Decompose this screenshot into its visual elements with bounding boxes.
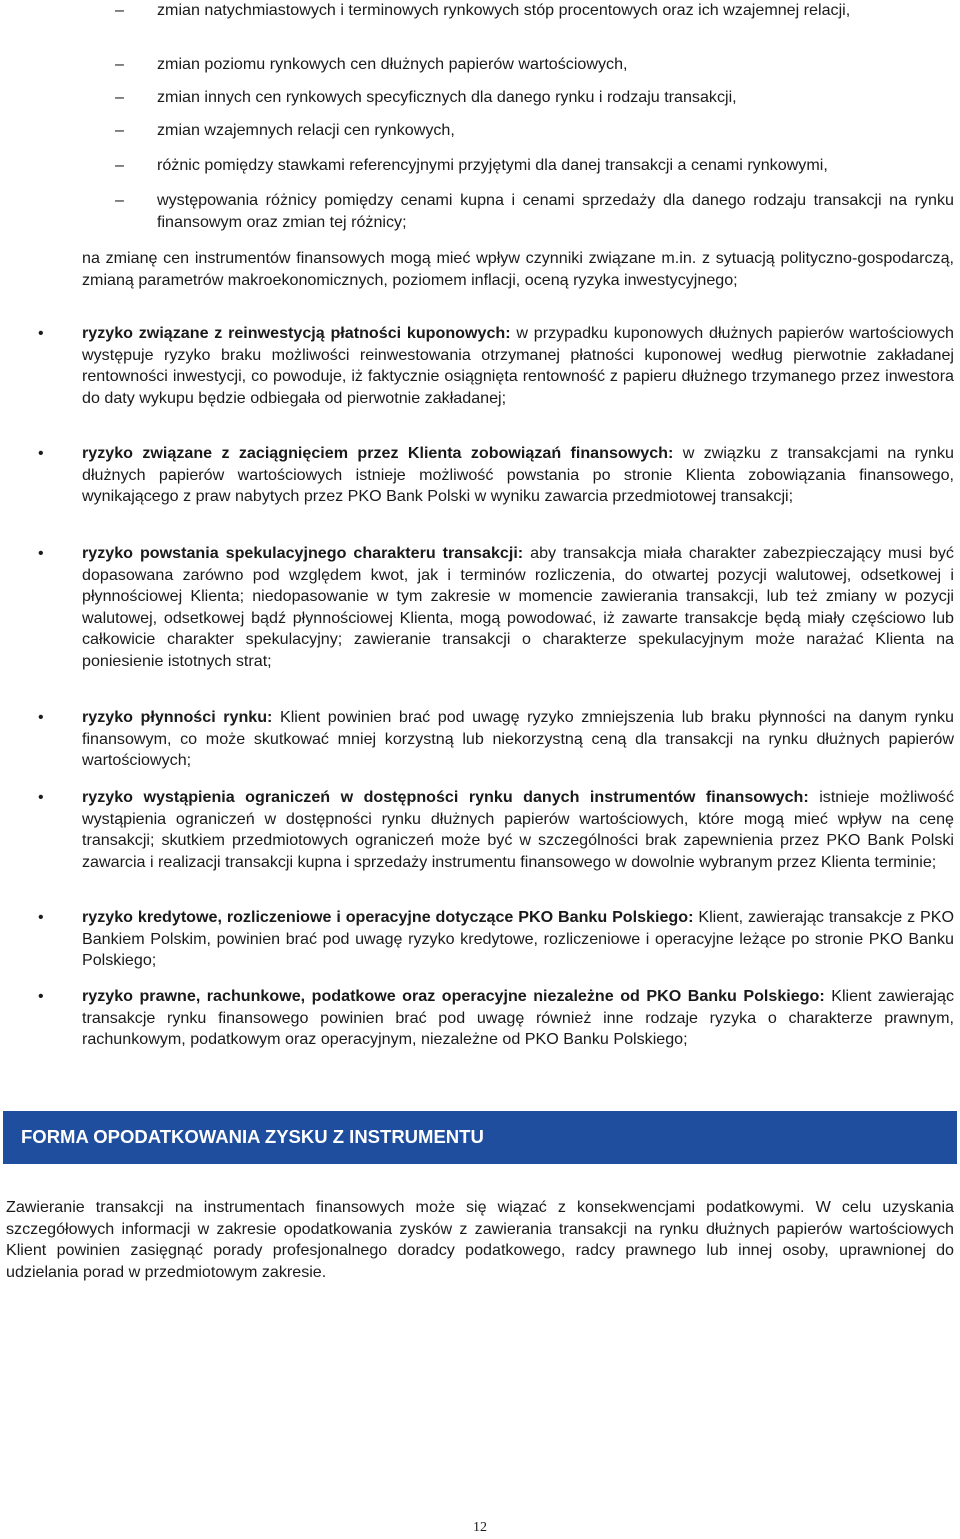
risk-factor-item [115,0,954,22]
risk-factor-text: zmian wzajemnych relacji cen rynkowych, [157,121,455,139]
risk-factor-item [115,190,954,233]
risk-bullet-text: Klient zawierając transakcje rynku finansowego powinien brać pod uwagę również inne rodzaje ryzyka o charakterze prawnym, rachunkowym, podatkowym oraz operacyjnym, niezależne od PKO Banku Polskiego; [82,987,955,1049]
risk-bullet-item [38,986,955,1051]
bullet-marker: • [38,545,44,562]
risk-bullet-text: w związku z transakcjami na rynku dłużnych papierów wartościowych istnieje możliwość powstania po stronie Klienta zobowiązania finansowego, wynikającego z praw nabytych przez PKO Bank Polski w wyniku zawarcia przedmiotowej transakcji; [82,444,954,506]
tax-information-paragraph: Zawieranie transakcji na instrumentach finansowych może się wiązać z konsekwencjami podatkowymi. W celu uzyskania szczegółowych informacji w zakresie opodatkowania zysków z zawierania transakcji na rynku dłużnych papierów wartościowych Klient powinien zasięgnąć porady profesjonalnego doradcy podatkowego, radcy prawnego lub innej osoby, uprawnionej do udzielania porad w przedmiotowym zakresie. [6,1198,954,1281]
risk-factor-text: występowania różnicy pomiędzy cenami kupna i cenami sprzedaży dla danego rodzaju transakcji na rynku finansowym oraz zmian tej różnicy; [157,191,954,231]
risk-bullet-item [38,787,954,873]
risk-bullet-text: Klient powinien brać pod uwagę ryzyko zmniejszenia lub braku płynności na danym rynku finansowym, co może skutkować mniej korzystną lub niekorzystną ceną dla transakcji na rynku dłużnych papierów wartościowych; [82,708,954,770]
dash-marker: – [115,121,124,139]
risk-bullet-title: ryzyko powstania spekulacyjnego charakteru transakcji: [82,544,524,562]
bullet-marker: • [38,789,44,806]
risk-bullet-text: w przypadku kuponowych dłużnych papierów wartościowych występuje ryzyko braku możliwości reinwestowania otrzymanej płatności kuponowej według pierwotnie zakładanej rentowności inwestycji, co powoduje, iż faktycznie osiągnięta rentowność z papieru dłużnego trzymanego przez inwestora do daty wykupu będzie odbiegała od pierwotnie zakładanej; [82,324,955,407]
risk-bullet-title: ryzyko prawne, rachunkowe, podatkowe oraz operacyjne niezależne od PKO Banku Polskiego: [82,987,825,1005]
risk-factor-text: różnic pomiędzy stawkami referencyjnymi przyjętymi dla danej transakcji a cenami rynkowymi, [157,156,828,174]
risk-factor-item [115,120,954,142]
risk-bullet-item [38,443,954,508]
risk-bullet-text: Klient, zawierając transakcje z PKO Bankiem Polskim, powinien brać pod uwagę ryzyko kredytowe, rozliczeniowe i operacyjne leżące po stronie PKO Banku Polskiego; [82,908,954,970]
dash-marker: – [115,191,124,209]
risk-bullet-item [38,323,955,409]
risk-bullet-item [38,707,954,772]
bullet-marker: • [38,909,44,926]
bullet-marker: • [38,709,44,726]
market-factors-paragraph: na zmianę cen instrumentów finansowych mogą mieć wpływ czynniki związane m.in. z sytuacją polityczno-gospodarczą, zmianą parametrów makroekonomicznych, poziomem inflacji, oceną ryzyka inwestycyjnego; [82,249,954,289]
risk-factor-item [115,87,954,109]
risk-bullet-title: ryzyko kredytowe, rozliczeniowe i operacyjne dotyczące PKO Banku Polskiego: [82,908,694,926]
dash-marker: – [115,156,124,174]
risk-factor-text: zmian innych cen rynkowych specyficznych dla danego rynku i rodzaju transakcji, [157,88,737,106]
dash-marker: – [115,1,124,19]
dash-marker: – [115,88,124,106]
risk-factor-item [115,54,954,76]
section-header-banner [3,1111,957,1164]
bullet-marker: • [38,445,44,462]
risk-bullet-title: ryzyko płynności rynku: [82,708,273,726]
risk-factor-text: zmian poziomu rynkowych cen dłużnych papierów wartościowych, [157,55,628,73]
risk-bullet-title: ryzyko wystąpienia ograniczeń w dostępności rynku danych instrumentów finansowych: [82,788,809,806]
risk-bullet-text: istnieje możliwość wystąpienia ograniczeń w dostępności rynku dłużnych papierów wartościowych, które mogą mieć wpływ na cenę transakcji; skutkiem przedmiotowych ograniczeń może być w szczególności brak zapewnienia przez PKO Bank Polski zawarcia i realizacji transakcji kupna i sprzedaży instrumentu finansowego w dowolnie wybranym przez Klienta terminie; [82,788,954,871]
risk-bullet-item [38,543,954,673]
dash-marker: – [115,55,124,73]
section-heading: FORMA OPODATKOWANIA ZYSKU Z INSTRUMENTU [21,1126,484,1147]
bullet-marker: • [38,325,44,342]
risk-bullet-title: ryzyko związane z zaciągnięciem przez Klienta zobowiązań finansowych: [82,444,674,462]
risk-factor-item [115,155,954,177]
risk-bullet-text: aby transakcja miała charakter zabezpieczający musi być dopasowana zarówno pod względem kwot, jak i terminów rozliczenia, do otwartej pozycji walutowej, odsetkowej i płynnościowej Klienta; niedopasowanie w tym zakresie w momencie zawierania transakcji, lub też zmiany w pozycji walutowej, odsetkowej bądź płynnościowej Klienta, mogą powodować, iż zawarte transakcje będą miały częściowo lub całkowicie charakter spekulacyjny; zawieranie transakcji o charakterze spekulacyjnym może narażać Klienta na poniesienie istotnych strat; [82,544,954,670]
risk-factor-text: zmian natychmiastowych i terminowych rynkowych stóp procentowych oraz ich wzajemnej relacji, [157,1,851,19]
risk-bullet-title: ryzyko związane z reinwestycją płatności kuponowych: [82,324,511,342]
risk-bullet-item [38,907,954,972]
bullet-marker: • [38,988,44,1005]
page-number: 12 [473,1520,487,1535]
